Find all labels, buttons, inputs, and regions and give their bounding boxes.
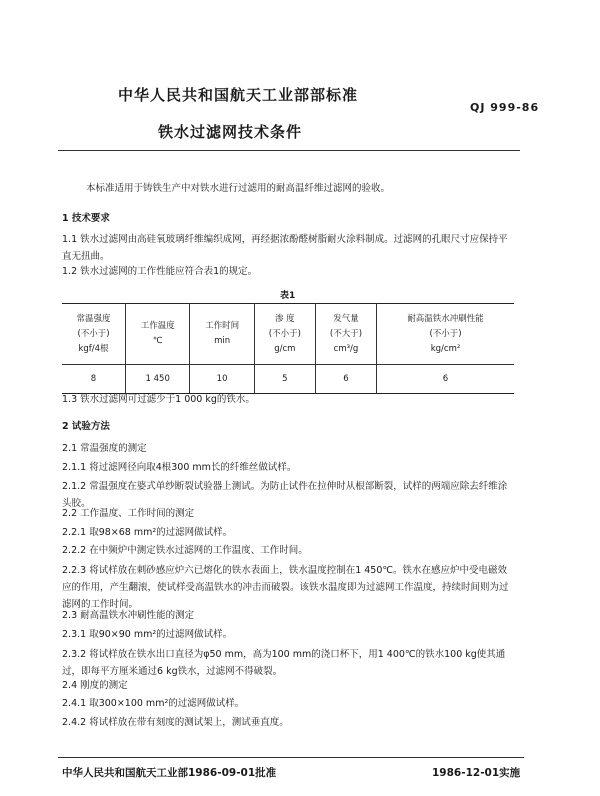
table-row [62, 365, 514, 394]
table-cell: 1 450 [126, 365, 190, 394]
clause-2-2: 2.2 工作温度、工作时间的测定 [62, 508, 195, 519]
clause-2-3-2: 2.3.2 将试样放在铁水出口直径为φ50 mm，高为100 mm的浇口杯下，用1 400℃的铁水100 kg使其通过，即每平方厘米通过6 kg铁水，过滤网不得破裂。 [62, 649, 506, 677]
clause-2-4-2: 2.4.2 将试样放在带有刻度的测试架上，测试垂直度。 [62, 717, 289, 728]
clause-1-2: 1.2 铁水过滤网的工作性能应符合表1的规定。 [62, 266, 258, 277]
performance-table [62, 303, 514, 394]
section-1-heading: 1 技术要求 [62, 213, 110, 224]
footer-divider [58, 757, 524, 758]
clause-2-4-1: 2.4.1 取300×100 mm²的过滤网做试样。 [62, 698, 245, 709]
table-cell: 10 [190, 365, 254, 394]
ministry-standard-heading: 中华人民共和国航天工业部部标准 [118, 86, 359, 104]
col-header-work-temp: 工作温度 ℃ [126, 304, 190, 365]
table-cell: 8 [62, 365, 126, 394]
table-cell: 5 [254, 365, 315, 394]
col-header-gas-volume: 发气量 (不大于) cm³/g [315, 304, 376, 365]
clause-2-1: 2.1 常温强度的测定 [62, 443, 147, 454]
table-header-row [62, 304, 514, 365]
section-2-heading: 2 试验方法 [62, 421, 110, 432]
intro-paragraph: 本标准适用于铸铁生产中对铁水进行过滤用的耐高温纤维过滤网的验收。 [86, 183, 391, 194]
header-divider [58, 150, 520, 151]
col-header-permeability: 渗 度 (不小于) g/cm [254, 304, 315, 365]
col-header-work-time: 工作时间 min [190, 304, 254, 365]
clause-2-3-1: 2.3.1 取90×90 mm²的过滤网做试样。 [62, 629, 233, 640]
clause-2-4: 2.4 刚度的测定 [62, 680, 128, 691]
standard-number: QJ 999-86 [470, 101, 540, 114]
clause-2-2-1: 2.2.1 取98×68 mm²的过滤网做试样。 [62, 527, 233, 538]
clause-1-1: 1.1 铁水过滤网由高硅氧玻璃纤维编织成网，再经据浓酚醛树脂耐火涂料制成。过滤网的孔眼尺寸应保持平直无扭曲。 [62, 234, 508, 262]
clause-2-1-1: 2.1.1 将过滤网径向取4根300 mm长的纤维丝做试样。 [62, 462, 297, 473]
clause-2-2-3: 2.2.3 将试样放在刺砂感应炉六已熔化的铁水表面上，铁水温度控制在1 450℃。铁水在感应炉中受电磁效应的作用，产生翻滚，使试样受高温铁水的冲击而破裂。该铁水温度即为过滤网工作温度，持续时间则为过滤网的工作时间。 [62, 565, 509, 610]
effective-date: 1986-12-01实施 [432, 767, 521, 779]
document-title: 铁水过滤网技术条件 [158, 123, 303, 141]
clause-2-2-2: 2.2.2 在中频炉中测定铁水过滤网的工作温度、工作时间。 [62, 545, 308, 556]
clause-1-3: 1.3 铁水过滤网可过滤少于1 000 kg的铁水。 [62, 394, 255, 405]
clause-2-3: 2.3 耐高温铁水冲刷性能的测定 [62, 610, 195, 621]
approval-date: 中华人民共和国航天工业部1986-09-01批准 [62, 767, 277, 779]
col-header-strength: 常温强度 (不小于) kgf/4根 [62, 304, 126, 365]
table-cell: 6 [315, 365, 376, 394]
table-cell: 6 [377, 365, 514, 394]
col-header-erosion: 耐高温铁水冲刷性能 (不小于) kg/cm² [377, 304, 514, 365]
table-title: 表1 [280, 291, 296, 301]
clause-2-1-2: 2.1.2 常温强度在婆式单纱断裂试验器上测试。为防止试件在拉伸时从根部断裂，试样的两端应除去纤维涂头胶。 [62, 481, 508, 509]
